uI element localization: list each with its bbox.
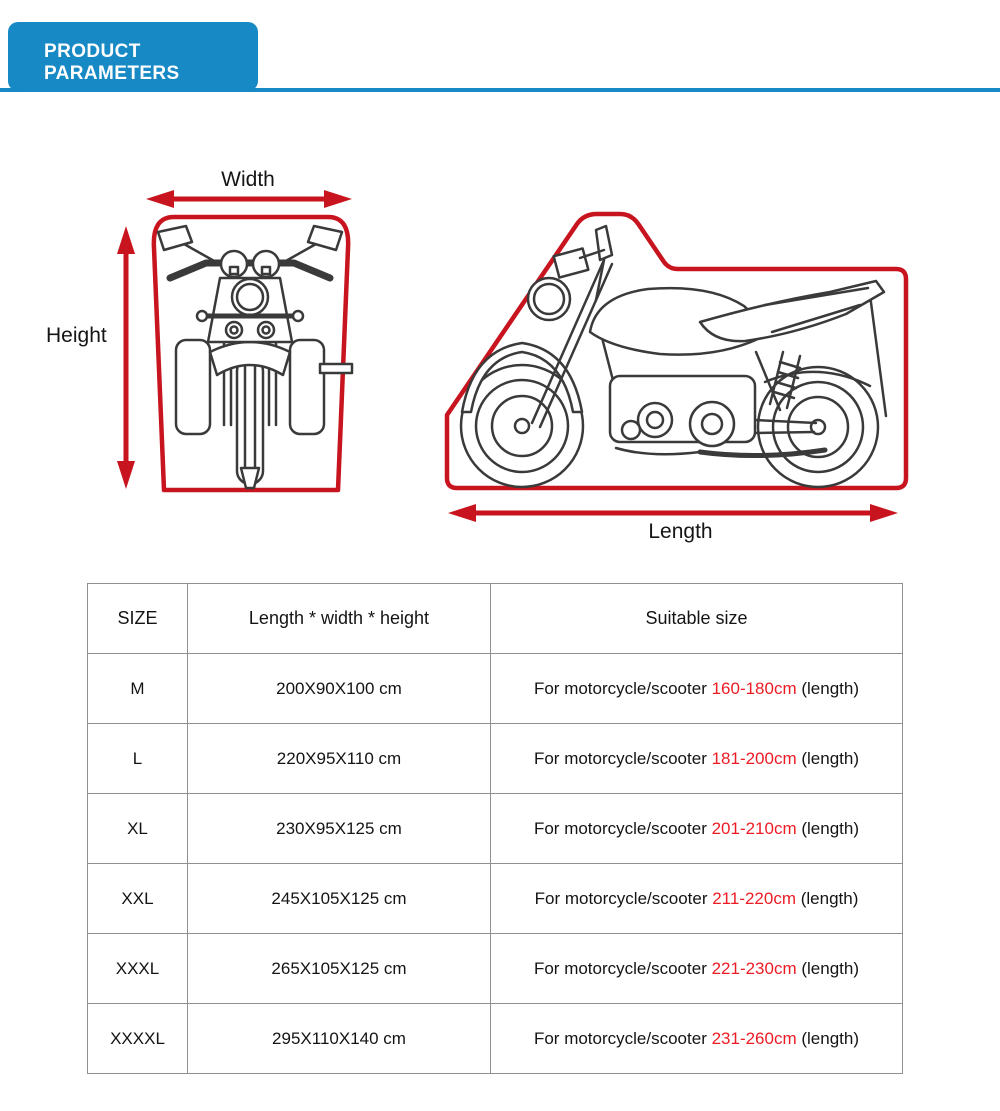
size-cell: L (88, 724, 188, 794)
motorcycle-front-view-drawing (158, 226, 352, 488)
suitable-suffix: (length) (796, 678, 860, 698)
suitable-range: 221-230cm (711, 958, 797, 978)
page-title: PRODUCT PARAMETERS (44, 40, 180, 84)
suitable-size-cell (491, 724, 903, 794)
suitable-range: 211-220cm (712, 888, 797, 908)
size-cell: M (88, 654, 188, 724)
suitable-range: 201-210cm (711, 818, 797, 838)
header-size: SIZE (88, 584, 188, 654)
table-row (88, 934, 903, 1004)
suitable-suffix: (length) (796, 888, 859, 908)
height-arrow-icon (117, 226, 135, 489)
suitable-size-cell (491, 794, 903, 864)
dimensions-cell: 220X95X110 cm (188, 724, 491, 794)
suitable-range: 181-200cm (711, 748, 797, 768)
size-cell: XXXXL (88, 1004, 188, 1074)
dimensions-cell: 200X90X100 cm (188, 654, 491, 724)
width-arrow-icon (146, 190, 352, 208)
table-header-row (88, 584, 903, 654)
suitable-prefix: For motorcycle/scooter (533, 678, 712, 698)
size-cell: XXL (88, 864, 188, 934)
size-chart-table (87, 583, 903, 1074)
suitable-range: 160-180cm (711, 678, 797, 698)
suitable-size-cell (491, 934, 903, 1004)
suitable-suffix: (length) (796, 818, 860, 838)
size-cell: XXXL (88, 934, 188, 1004)
header-suitable-size: Suitable size (491, 584, 903, 654)
suitable-size-cell (491, 864, 903, 934)
suitable-prefix: For motorcycle/scooter (533, 1028, 712, 1048)
motorcycle-side-view-drawing (461, 226, 886, 487)
header-dimensions: Length * width * height (188, 584, 491, 654)
width-label: Width (221, 168, 275, 191)
table-row (88, 1004, 903, 1074)
suitable-suffix: (length) (796, 1028, 860, 1048)
table-row (88, 724, 903, 794)
length-label: Length (648, 520, 713, 543)
size-cell: XL (88, 794, 188, 864)
dimensions-cell: 265X105X125 cm (188, 934, 491, 1004)
dimensions-cell: 245X105X125 cm (188, 864, 491, 934)
suitable-prefix: For motorcycle/scooter (533, 818, 712, 838)
table-row (88, 654, 903, 724)
height-label: Height (46, 324, 107, 347)
suitable-size-cell (491, 654, 903, 724)
dimensions-cell: 230X95X125 cm (188, 794, 491, 864)
table-row (88, 864, 903, 934)
table-row (88, 794, 903, 864)
suitable-prefix: For motorcycle/scooter (533, 958, 712, 978)
suitable-size-cell (491, 1004, 903, 1074)
suitable-range: 231-260cm (711, 1028, 797, 1048)
suitable-prefix: For motorcycle/scooter (533, 748, 712, 768)
product-parameters-banner (8, 22, 258, 91)
dimensions-cell: 295X110X140 cm (188, 1004, 491, 1074)
suitable-suffix: (length) (796, 958, 860, 978)
suitable-prefix: For motorcycle/scooter (534, 888, 713, 908)
suitable-suffix: (length) (796, 748, 860, 768)
